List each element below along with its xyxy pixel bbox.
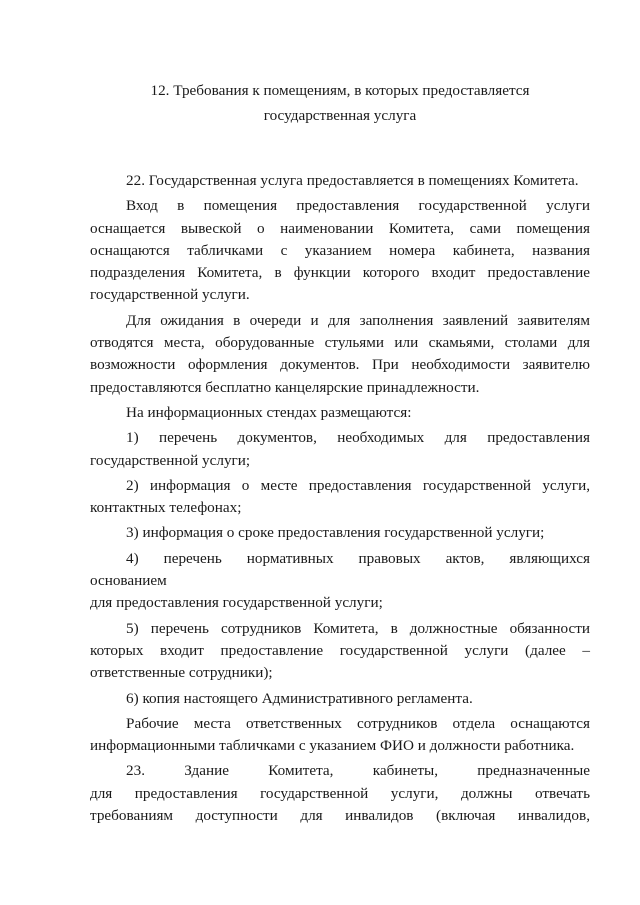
paragraph-entrance: Вход в помещения предоставления государственной услуги оснащается вывеской о наименовании Комитета, сами помещения оснащаются табличками с указанием номера кабинета, названия подразделения Комитета, в функции которого входит предоставление государственной услуги. (90, 197, 590, 304)
list-item-3: 3) информация о сроке предоставления государственной услуги; (126, 524, 545, 542)
list-item-5: 5) перечень сотрудников Комитета, в должностные обязанности которых входит предоставление государственной услуги (далее – ответственные сотрудники); (90, 619, 590, 682)
paragraph-23-line-1: 23. Здание Комитета, кабинеты, предназначенные (126, 762, 590, 780)
section-heading (90, 78, 590, 128)
list-item-4-line-2: основанием (90, 572, 167, 590)
list-item-2: 2) информация о месте предоставления государственной услуги, контактных телефонах; (90, 476, 590, 517)
section-heading-line-1: 12. Требования к помещениям, в которых предоставляется (150, 82, 530, 99)
list-item-1: 1) перечень документов, необходимых для предоставления государственной услуги; (90, 429, 590, 469)
list-item-4 (90, 548, 590, 615)
paragraph-23-line-3: требованиям доступности для инвалидов (включая инвалидов, (90, 807, 590, 825)
list-item-4-line-1: 4) перечень нормативных правовых актов, являющихся (126, 549, 590, 567)
list-item-6: 6) копия настоящего Административного регламента. (126, 689, 473, 707)
section-heading-line-2: государственная услуга (263, 107, 417, 124)
document-page (90, 78, 590, 827)
paragraph-waiting: Для ожидания в очереди и для заполнения заявлений заявителям отводятся места, оборудованные стульями или скамьями, столами для возможности оформления документов. При необходимости заявителю предоставляются бесплатно канцелярские принадлежности. (90, 311, 590, 396)
paragraph-23-line-2: для предоставления государственной услуги, должны отвечать (90, 784, 590, 802)
paragraph-workplaces: Рабочие места ответственных сотрудников отдела оснащаются информационными табличками с указанием ФИО и должности работника. (90, 714, 590, 755)
paragraph-22: 22. Государственная услуга предоставляется в помещениях Комитета. (126, 172, 579, 189)
paragraph-stands-intro: На информационных стендах размещаются: (126, 403, 412, 421)
paragraph-23 (90, 760, 590, 827)
list-item-4-line-3: для предоставления государственной услуги; (90, 594, 383, 612)
